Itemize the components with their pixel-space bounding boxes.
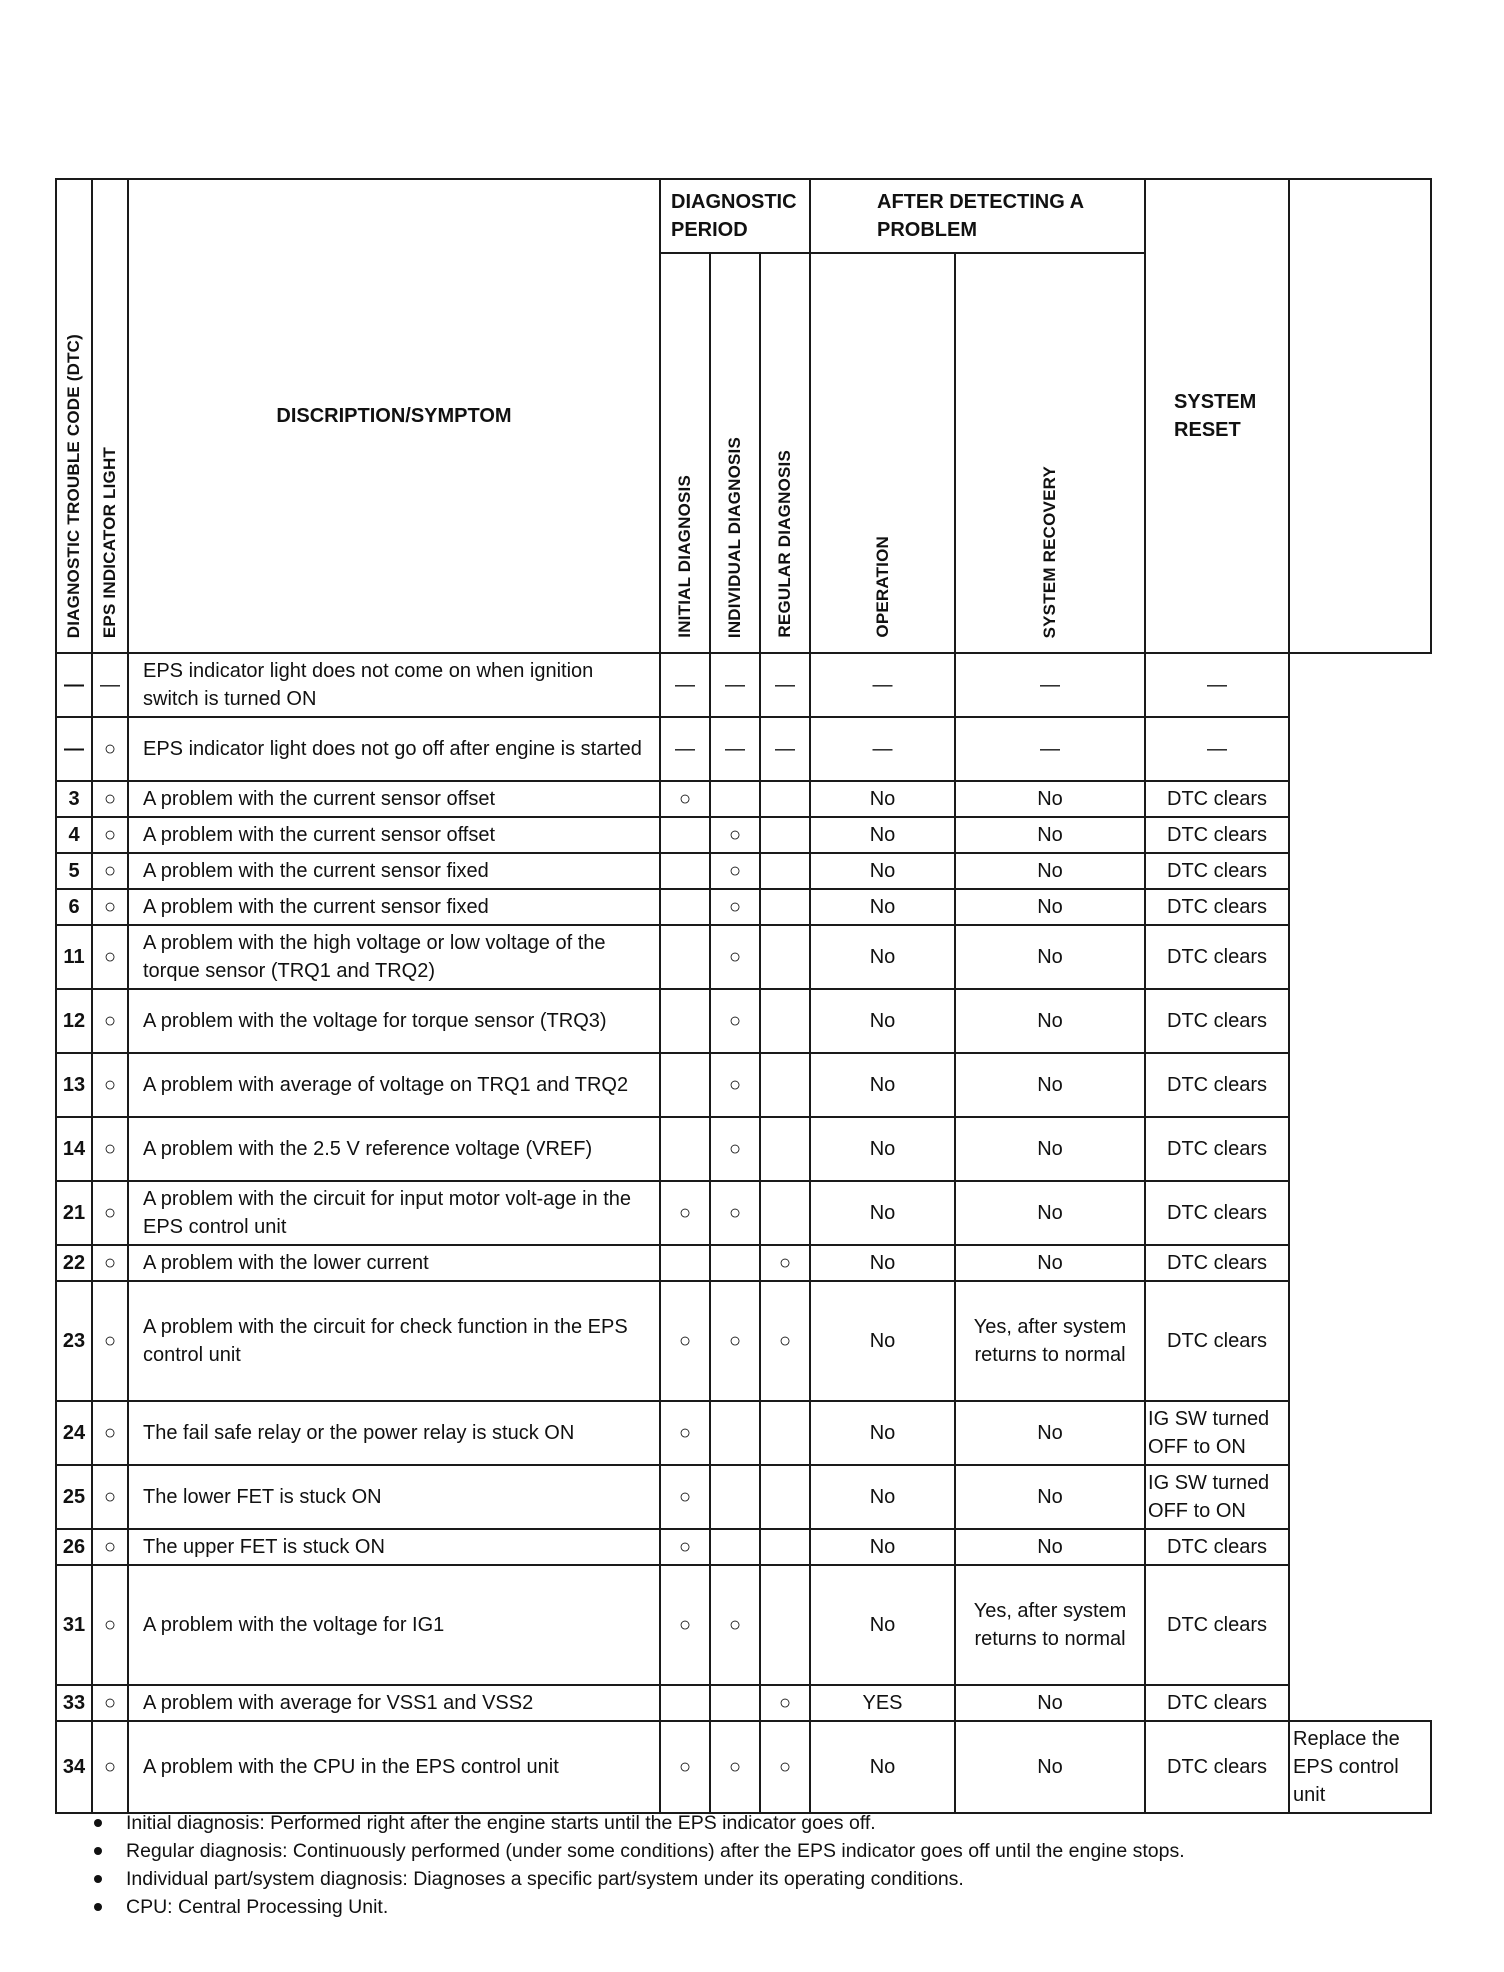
description-cell: A problem with the 2.5 V reference voltage (VREF) (128, 1117, 660, 1181)
indicator-light-cell: ○ (92, 853, 128, 889)
table-row (56, 925, 1431, 989)
action-cell: Replace the EPS control unit (1289, 1721, 1431, 1813)
dtc-code-cell: 26 (56, 1529, 92, 1565)
dtc-code-cell: 22 (56, 1245, 92, 1281)
indicator-light-cell: ○ (92, 1117, 128, 1181)
regular-diagnosis-cell (760, 1465, 810, 1529)
description-cell: A problem with average of voltage on TRQ1 and TRQ2 (128, 1053, 660, 1117)
dtc-code-cell: 11 (56, 925, 92, 989)
dtc-code-cell: — (56, 653, 92, 717)
dtc-code-cell: 24 (56, 1401, 92, 1465)
initial-diagnosis-cell: ○ (660, 1529, 710, 1565)
system-recovery-cell: — (955, 653, 1145, 717)
regular-diagnosis-cell (760, 889, 810, 925)
indicator-light-cell: ○ (92, 1281, 128, 1401)
dtc-code-cell: 14 (56, 1117, 92, 1181)
description-cell: A problem with the circuit for check function in the EPS control unit (128, 1281, 660, 1401)
header-recovery-label: SYSTEM RECOVERY (1040, 465, 1060, 638)
description-cell: A problem with average for VSS1 and VSS2 (128, 1685, 660, 1721)
regular-diagnosis-cell (760, 1117, 810, 1181)
system-reset-cell: DTC clears (1145, 1245, 1289, 1281)
table-row (56, 653, 1431, 717)
operation-cell: No (810, 1281, 955, 1401)
system-reset-cell: DTC clears (1145, 925, 1289, 989)
system-recovery-cell: Yes, after system returns to normal (955, 1281, 1145, 1401)
system-reset-cell: DTC clears (1145, 1117, 1289, 1181)
dtc-table-body (56, 653, 1431, 1813)
table-row (56, 1281, 1431, 1401)
header-light (92, 179, 128, 653)
regular-diagnosis-cell: ○ (760, 1281, 810, 1401)
dtc-code-cell: 23 (56, 1281, 92, 1401)
indicator-light-cell: ○ (92, 1721, 128, 1813)
individual-diagnosis-cell: — (710, 653, 760, 717)
action-cell (1289, 781, 1431, 817)
system-reset-cell: DTC clears (1145, 1181, 1289, 1245)
individual-diagnosis-cell: ○ (710, 1053, 760, 1117)
description-cell: A problem with the current sensor fixed (128, 889, 660, 925)
indicator-light-cell: ○ (92, 817, 128, 853)
header-regular-label: REGULAR DIAGNOSIS (775, 450, 794, 638)
action-cell (1289, 889, 1431, 925)
description-cell: A problem with the circuit for input motor volt-age in the EPS control unit (128, 1181, 660, 1245)
operation-cell: YES (810, 1685, 955, 1721)
initial-diagnosis-cell (660, 1245, 710, 1281)
table-row (56, 889, 1431, 925)
header-initial (660, 253, 710, 653)
table-row (56, 1117, 1431, 1181)
system-recovery-cell: Yes, after system returns to normal (955, 1565, 1145, 1685)
header-diagnostic-period: DIAGNOSTIC PERIOD (660, 179, 810, 253)
action-cell (1289, 1245, 1431, 1281)
description-cell: EPS indicator light does not go off after engine is started (128, 717, 660, 781)
individual-diagnosis-cell: ○ (710, 1281, 760, 1401)
initial-diagnosis-cell: ○ (660, 1565, 710, 1685)
header-operation (810, 253, 955, 653)
dtc-code-cell: — (56, 717, 92, 781)
header-operation-label: OPERATION (872, 536, 892, 638)
initial-diagnosis-cell: ○ (660, 1721, 710, 1813)
action-cell (1289, 1117, 1431, 1181)
indicator-light-cell: ○ (92, 781, 128, 817)
table-row (56, 1465, 1431, 1529)
system-reset-cell: — (1145, 653, 1289, 717)
operation-cell: No (810, 1721, 955, 1813)
description-cell: A problem with the current sensor fixed (128, 853, 660, 889)
table-row (56, 1685, 1431, 1721)
system-reset-cell: DTC clears (1145, 1053, 1289, 1117)
dtc-code-cell: 34 (56, 1721, 92, 1813)
individual-diagnosis-cell: ○ (710, 1117, 760, 1181)
indicator-light-cell: — (92, 653, 128, 717)
header-action (1289, 179, 1431, 653)
header-initial-label: INITIAL DIAGNOSIS (675, 475, 694, 638)
regular-diagnosis-cell (760, 817, 810, 853)
regular-diagnosis-cell: ○ (760, 1721, 810, 1813)
operation-cell: — (810, 653, 955, 717)
header-light-label: EPS INDICATOR LIGHT (100, 446, 119, 638)
footnote-item: Initial diagnosis: Performed right after the engine starts until the EPS indicator goes off. (92, 1809, 1504, 1837)
indicator-light-cell: ○ (92, 1053, 128, 1117)
dtc-code-cell: 5 (56, 853, 92, 889)
dtc-code-cell: 31 (56, 1565, 92, 1685)
operation-cell: No (810, 1465, 955, 1529)
dtc-code-cell: 25 (56, 1465, 92, 1529)
initial-diagnosis-cell (660, 1685, 710, 1721)
initial-diagnosis-cell: ○ (660, 781, 710, 817)
action-cell (1289, 653, 1431, 717)
footnotes (52, 1809, 1504, 1921)
operation-cell: No (810, 925, 955, 989)
individual-diagnosis-cell: ○ (710, 1181, 760, 1245)
regular-diagnosis-cell: — (760, 717, 810, 781)
header-recovery (955, 253, 1145, 653)
individual-diagnosis-cell (710, 1401, 760, 1465)
individual-diagnosis-cell (710, 1529, 760, 1565)
operation-cell: No (810, 1117, 955, 1181)
system-reset-cell: DTC clears (1145, 889, 1289, 925)
dtc-code-cell: 21 (56, 1181, 92, 1245)
system-reset-cell: DTC clears (1145, 817, 1289, 853)
operation-cell: No (810, 1401, 955, 1465)
description-cell: A problem with the current sensor offset (128, 781, 660, 817)
system-recovery-cell: No (955, 989, 1145, 1053)
individual-diagnosis-cell: ○ (710, 1721, 760, 1813)
initial-diagnosis-cell: — (660, 653, 710, 717)
dtc-code-cell: 12 (56, 989, 92, 1053)
initial-diagnosis-cell (660, 853, 710, 889)
action-cell (1289, 1401, 1431, 1465)
description-cell: The fail safe relay or the power relay is stuck ON (128, 1401, 660, 1465)
operation-cell: — (810, 717, 955, 781)
description-cell: The upper FET is stuck ON (128, 1529, 660, 1565)
indicator-light-cell: ○ (92, 1245, 128, 1281)
description-cell: A problem with the lower current (128, 1245, 660, 1281)
header-regular (760, 253, 810, 653)
system-reset-cell: DTC clears (1145, 1685, 1289, 1721)
regular-diagnosis-cell (760, 781, 810, 817)
description-cell: A problem with the voltage for IG1 (128, 1565, 660, 1685)
action-cell (1289, 1565, 1431, 1685)
system-recovery-cell: No (955, 925, 1145, 989)
table-row (56, 817, 1431, 853)
dtc-code-cell: 13 (56, 1053, 92, 1117)
individual-diagnosis-cell: ○ (710, 817, 760, 853)
indicator-light-cell: ○ (92, 717, 128, 781)
system-recovery-cell: No (955, 1401, 1145, 1465)
individual-diagnosis-cell: ○ (710, 853, 760, 889)
operation-cell: No (810, 889, 955, 925)
system-reset-cell: DTC clears (1145, 1721, 1289, 1813)
table-row (56, 781, 1431, 817)
regular-diagnosis-cell: ○ (760, 1245, 810, 1281)
system-reset-cell: DTC clears (1145, 1529, 1289, 1565)
dtc-code-cell: 33 (56, 1685, 92, 1721)
indicator-light-cell: ○ (92, 1685, 128, 1721)
header-after-detecting: AFTER DETECTING A PROBLEM (810, 179, 1145, 253)
system-recovery-cell: No (955, 1529, 1145, 1565)
dtc-code-cell: 4 (56, 817, 92, 853)
action-cell (1289, 1685, 1431, 1721)
dtc-code-cell: 3 (56, 781, 92, 817)
operation-cell: No (810, 1181, 955, 1245)
table-row (56, 1401, 1431, 1465)
individual-diagnosis-cell: ○ (710, 989, 760, 1053)
indicator-light-cell: ○ (92, 889, 128, 925)
initial-diagnosis-cell: ○ (660, 1401, 710, 1465)
individual-diagnosis-cell: ○ (710, 889, 760, 925)
action-cell (1289, 1529, 1431, 1565)
individual-diagnosis-cell: — (710, 717, 760, 781)
action-cell (1289, 1053, 1431, 1117)
initial-diagnosis-cell (660, 1053, 710, 1117)
system-reset-cell: DTC clears (1145, 853, 1289, 889)
header-individual (710, 253, 760, 653)
operation-cell: No (810, 989, 955, 1053)
initial-diagnosis-cell: ○ (660, 1465, 710, 1529)
system-recovery-cell: No (955, 1181, 1145, 1245)
system-recovery-cell: No (955, 1721, 1145, 1813)
indicator-light-cell: ○ (92, 989, 128, 1053)
system-recovery-cell: No (955, 781, 1145, 817)
description-cell: A problem with the high voltage or low voltage of the torque sensor (TRQ1 and TRQ2) (128, 925, 660, 989)
system-reset-cell: DTC clears (1145, 989, 1289, 1053)
system-recovery-cell: No (955, 817, 1145, 853)
action-cell (1289, 989, 1431, 1053)
table-row (56, 1529, 1431, 1565)
individual-diagnosis-cell (710, 1465, 760, 1529)
operation-cell: No (810, 1245, 955, 1281)
indicator-light-cell: ○ (92, 1181, 128, 1245)
individual-diagnosis-cell: ○ (710, 925, 760, 989)
initial-diagnosis-cell: ○ (660, 1281, 710, 1401)
regular-diagnosis-cell (760, 1565, 810, 1685)
initial-diagnosis-cell: — (660, 717, 710, 781)
table-row (56, 1181, 1431, 1245)
operation-cell: No (810, 1565, 955, 1685)
system-recovery-cell: No (955, 1465, 1145, 1529)
individual-diagnosis-cell (710, 781, 760, 817)
regular-diagnosis-cell: — (760, 653, 810, 717)
indicator-light-cell: ○ (92, 925, 128, 989)
individual-diagnosis-cell: ○ (710, 1565, 760, 1685)
table-row (56, 853, 1431, 889)
header-system-reset: SYSTEM RESET (1145, 179, 1289, 653)
initial-diagnosis-cell (660, 1117, 710, 1181)
system-recovery-cell: No (955, 889, 1145, 925)
initial-diagnosis-cell (660, 989, 710, 1053)
system-recovery-cell: No (955, 1245, 1145, 1281)
footnote-item: Individual part/system diagnosis: Diagnoses a specific part/system under its operating conditions. (92, 1865, 1504, 1893)
action-cell (1289, 1465, 1431, 1529)
header-individual-label: INDIVIDUAL DIAGNOSIS (725, 436, 744, 638)
regular-diagnosis-cell (760, 989, 810, 1053)
description-cell: A problem with the voltage for torque sensor (TRQ3) (128, 989, 660, 1053)
operation-cell: No (810, 1529, 955, 1565)
description-cell: A problem with the current sensor offset (128, 817, 660, 853)
initial-diagnosis-cell (660, 817, 710, 853)
action-cell (1289, 1181, 1431, 1245)
regular-diagnosis-cell (760, 1529, 810, 1565)
footnote-item: Regular diagnosis: Continuously performed (under some conditions) after the EPS indicator goes off until the engine stops. (92, 1837, 1504, 1865)
initial-diagnosis-cell: ○ (660, 1181, 710, 1245)
regular-diagnosis-cell: ○ (760, 1685, 810, 1721)
description-cell: The lower FET is stuck ON (128, 1465, 660, 1529)
table-row (56, 1053, 1431, 1117)
individual-diagnosis-cell (710, 1245, 760, 1281)
description-cell: EPS indicator light does not come on when ignition switch is turned ON (128, 653, 660, 717)
system-recovery-cell: No (955, 1117, 1145, 1181)
system-reset-cell: DTC clears (1145, 1565, 1289, 1685)
table-row (56, 1245, 1431, 1281)
individual-diagnosis-cell (710, 1685, 760, 1721)
indicator-light-cell: ○ (92, 1465, 128, 1529)
footnote-item: CPU: Central Processing Unit. (92, 1893, 1504, 1921)
description-cell: A problem with the CPU in the EPS control unit (128, 1721, 660, 1813)
system-reset-cell: IG SW turned OFF to ON (1145, 1465, 1289, 1529)
action-cell (1289, 925, 1431, 989)
system-recovery-cell: — (955, 717, 1145, 781)
action-cell (1289, 853, 1431, 889)
table-row (56, 989, 1431, 1053)
system-reset-cell: DTC clears (1145, 1281, 1289, 1401)
action-cell (1289, 1281, 1431, 1401)
header-dtc-label: DIAGNOSTIC TROUBLE CODE (DTC) (64, 333, 83, 638)
header-dtc (56, 179, 92, 653)
initial-diagnosis-cell (660, 889, 710, 925)
operation-cell: No (810, 1053, 955, 1117)
regular-diagnosis-cell (760, 1053, 810, 1117)
table-row (56, 1721, 1431, 1813)
table-row (56, 717, 1431, 781)
indicator-light-cell: ○ (92, 1401, 128, 1465)
header-description: DISCRIPTION/SYMPTOM (128, 179, 660, 653)
operation-cell: No (810, 853, 955, 889)
operation-cell: No (810, 817, 955, 853)
action-cell (1289, 817, 1431, 853)
dtc-code-cell: 6 (56, 889, 92, 925)
regular-diagnosis-cell (760, 925, 810, 989)
system-recovery-cell: No (955, 1053, 1145, 1117)
initial-diagnosis-cell (660, 925, 710, 989)
regular-diagnosis-cell (760, 1401, 810, 1465)
table-row (56, 1565, 1431, 1685)
system-reset-cell: — (1145, 717, 1289, 781)
regular-diagnosis-cell (760, 1181, 810, 1245)
regular-diagnosis-cell (760, 853, 810, 889)
dtc-table (55, 178, 1432, 1814)
indicator-light-cell: ○ (92, 1529, 128, 1565)
action-cell (1289, 717, 1431, 781)
system-reset-cell: IG SW turned OFF to ON (1145, 1401, 1289, 1465)
dtc-table-container (55, 178, 1410, 1814)
system-reset-cell: DTC clears (1145, 781, 1289, 817)
indicator-light-cell: ○ (92, 1565, 128, 1685)
system-recovery-cell: No (955, 853, 1145, 889)
operation-cell: No (810, 781, 955, 817)
system-recovery-cell: No (955, 1685, 1145, 1721)
